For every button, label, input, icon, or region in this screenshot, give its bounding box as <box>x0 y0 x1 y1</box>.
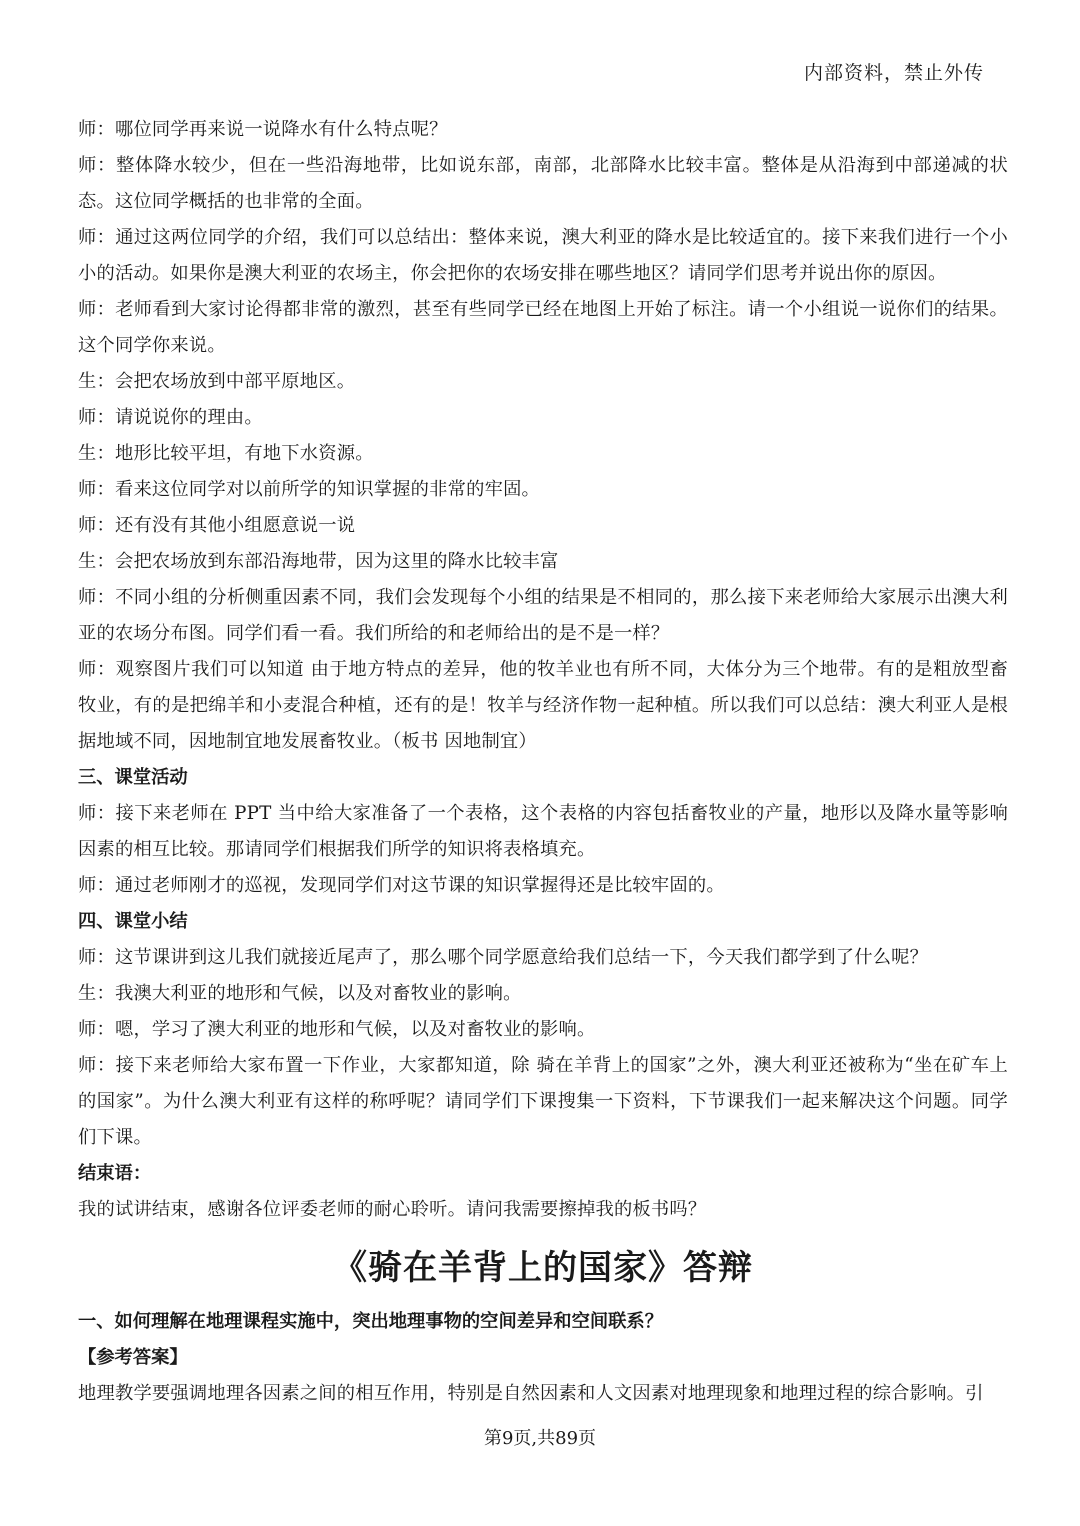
paragraph: 生：会把农场放到东部沿海地带，因为这里的降水比较丰富 <box>78 551 559 572</box>
paragraph: 师：观察图片我们可以知道 由于地方特点的差异，他的牧羊业也有所不同，大体分为三个地带。有的是粗放型畜牧业，有的是把绵羊和小麦混合种植，还有的是！牧羊与经济作物一起种植。所以我们可以总结：澳大利亚人是根据地域不同，因地制宜地发展畜牧业。（板书 因地制宜） <box>78 659 1008 752</box>
paragraph: 师：还有没有其他小组愿意说一说 <box>78 515 356 536</box>
closing-text: 我的试讲结束，感谢各位评委老师的耐心聆听。请问我需要擦掉我的板书吗？ <box>78 1199 707 1220</box>
paragraph: 师：接下来老师给大家布置一下作业，大家都知道，除 骑在羊背上的国家”之外，澳大利亚还被称为“坐在矿车上的国家”。为什么澳大利亚有这样的称呼呢？请同学们下课搜集一下资料，下节课我们一起来解决这个问题。同学们下课。 <box>78 1055 1008 1148</box>
paragraph: 师：看来这位同学对以前所学的知识掌握的非常的牢固。 <box>78 479 541 500</box>
section-heading-activity: 三、课堂活动 <box>78 767 188 788</box>
answer-text: 地理教学要强调地理各因素之间的相互作用，特别是自然因素和人文因素对地理现象和地理过程的综合影响。引 <box>78 1383 984 1404</box>
paragraph: 生：地形比较平坦，有地下水资源。 <box>78 443 374 464</box>
defense-title: 《骑在羊背上的国家》答辩 <box>333 1248 753 1288</box>
paragraph: 师：请说说你的理由。 <box>78 407 263 428</box>
paragraph: 师：老师看到大家讨论得都非常的激烈，甚至有些同学已经在地图上开始了标注。请一个小组说一说你们的结果。这个同学你来说。 <box>78 299 1008 356</box>
page-number: 第9页,共89页 <box>483 1428 597 1449</box>
paragraph: 师：接下来老师在 PPT 当中给大家准备了一个表格，这个表格的内容包括畜牧业的产量，地形以及降水量等影响因素的相互比较。那请同学们根据我们所学的知识将表格填充。 <box>78 803 1008 860</box>
paragraph: 师：通过这两位同学的介绍，我们可以总结出：整体来说，澳大利亚的降水是比较适宜的。接下来我们进行一个小小的活动。如果你是澳大利亚的农场主，你会把你的农场安排在哪些地区？请同学们思考并说出你的原因。 <box>78 227 1008 284</box>
paragraph: 师：哪位同学再来说一说降水有什么特点呢？ <box>78 119 448 140</box>
document-body <box>78 112 1008 1412</box>
paragraph: 师：不同小组的分析侧重因素不同，我们会发现每个小组的结果是不相同的，那么接下来老师给大家展示出澳大利亚的农场分布图。同学们看一看。我们所给的和老师给出的是不是一样？ <box>78 587 1008 644</box>
paragraph: 师：整体降水较少，但在一些沿海地带，比如说东部，南部，北部降水比较丰富。整体是从沿海到中部递减的状态。这位同学概括的也非常的全面。 <box>78 155 1008 212</box>
closing-heading: 结束语： <box>78 1163 152 1184</box>
paragraph: 生：会把农场放到中部平原地区。 <box>78 371 356 392</box>
paragraph: 生：我澳大利亚的地形和气候，以及对畜牧业的影响。 <box>78 983 522 1004</box>
paragraph: 师：这节课讲到这儿我们就接近尾声了，那么哪个同学愿意给我们总结一下，今天我们都学到了什么呢？ <box>78 947 929 968</box>
answer-label: 【参考答案】 <box>78 1347 188 1368</box>
defense-question: 一、如何理解在地理课程实施中，突出地理事物的空间差异和空间联系？ <box>78 1311 663 1332</box>
paragraph: 师：嗯，学习了澳大利亚的地形和气候，以及对畜牧业的影响。 <box>78 1019 596 1040</box>
paragraph: 师：通过老师刚才的巡视，发现同学们对这节课的知识掌握得还是比较牢固的。 <box>78 875 725 896</box>
confidential-note: 内部资料，禁止外传 <box>803 62 984 84</box>
section-heading-summary: 四、课堂小结 <box>78 911 188 932</box>
